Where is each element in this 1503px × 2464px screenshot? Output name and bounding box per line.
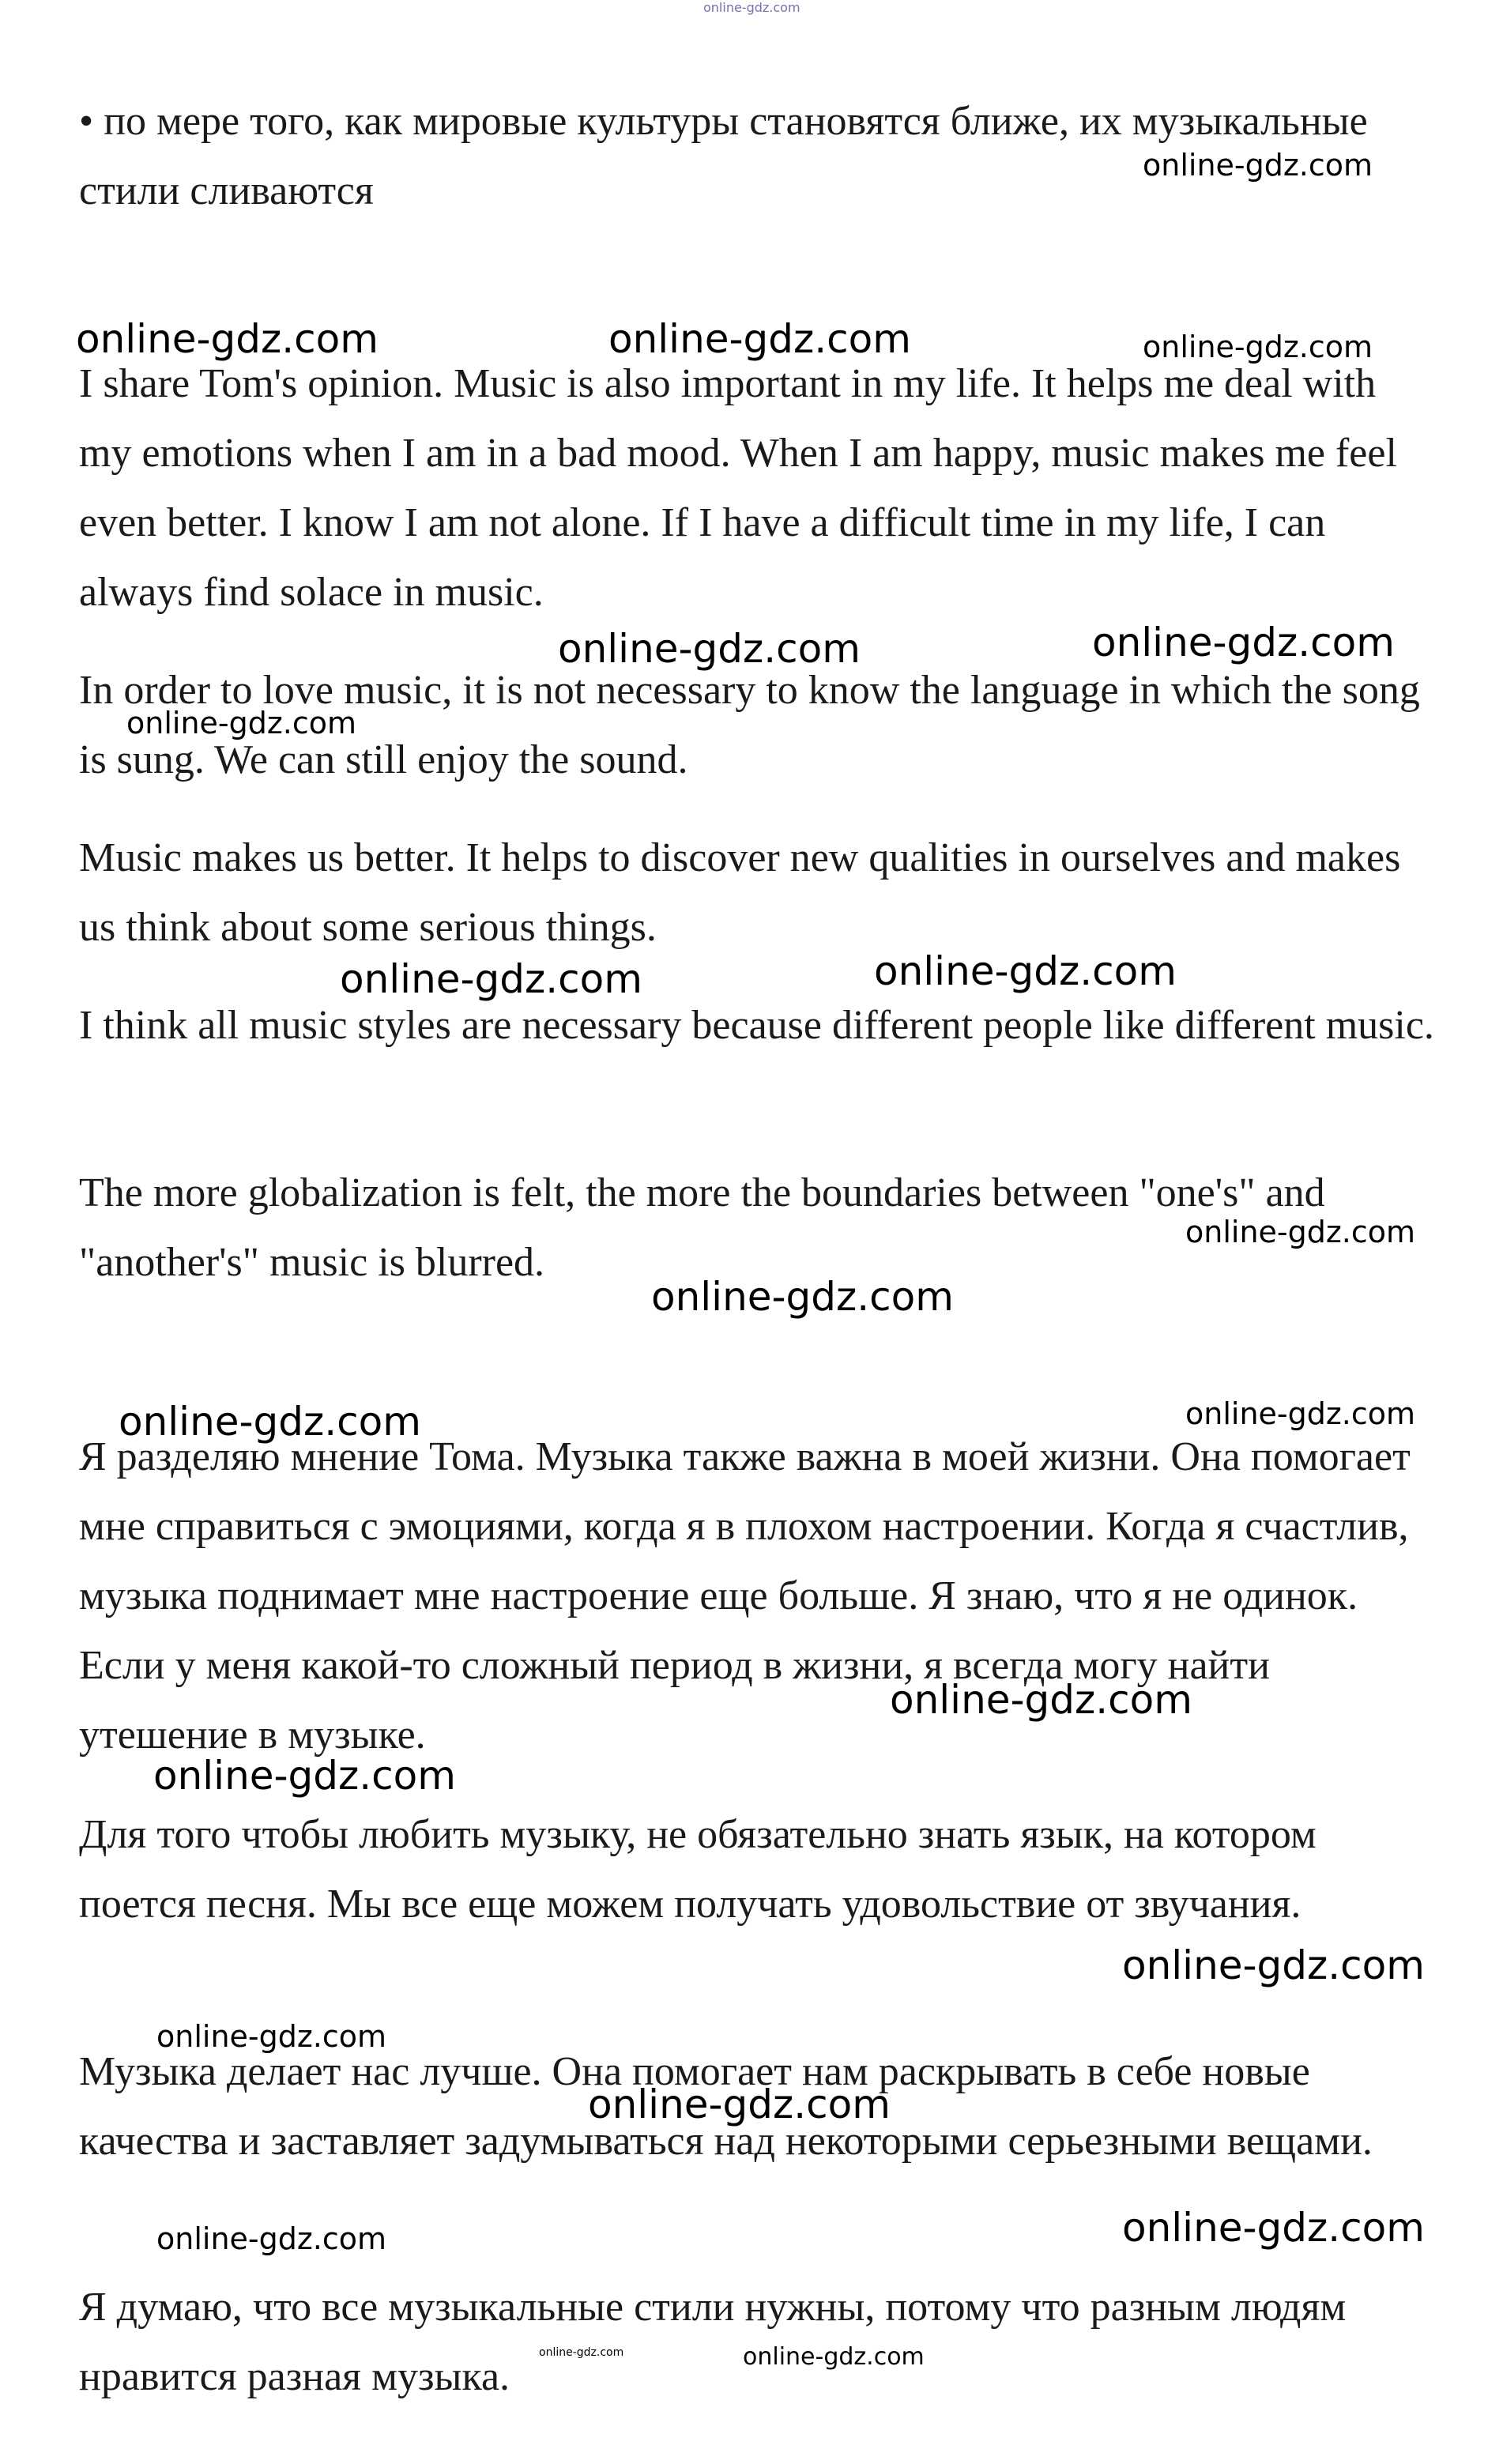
paragraph-en-2: In order to love music, it is not necessary to know the language in which the song is sung. We can still enjoy the sound. bbox=[79, 668, 1420, 782]
watermark: online-gdz.com bbox=[890, 1677, 1192, 1723]
paragraph-en-3: Music makes us better. It helps to discover new qualities in ourselves and makes us think about some serious things. bbox=[79, 835, 1401, 950]
watermark: online-gdz.com bbox=[1143, 148, 1373, 183]
watermark: online-gdz.com bbox=[588, 2082, 891, 2127]
watermark: online-gdz.com bbox=[1185, 1396, 1416, 1431]
paragraph-en-5: The more globalization is felt, the more the boundaries between "one's" and "another's" music is blurred. bbox=[79, 1170, 1325, 1285]
watermark: online-gdz.com bbox=[539, 2346, 624, 2359]
watermark: online-gdz.com bbox=[340, 956, 642, 1002]
watermark: online-gdz.com bbox=[156, 2221, 387, 2256]
watermark: online-gdz.com bbox=[874, 948, 1177, 994]
watermark: online-gdz.com bbox=[119, 1399, 421, 1445]
watermark: online-gdz.com bbox=[1143, 330, 1373, 364]
watermark: online-gdz.com bbox=[608, 316, 911, 362]
paragraph-en-4: I think all music styles are necessary because different people like different music. bbox=[79, 1003, 1434, 1048]
paragraph-ru-1: Я разделяю мнение Тома. Музыка также важна в моей жизни. Она помогает мне справиться с эмоциями, когда я в плохом настроении. Когда я счастлив, музыка поднимает мне настроение еще больше. Я знаю, что я не одинок. Если у меня какой-то сложный период в жизни, я всегда могу найти утешение в музыке. bbox=[79, 1434, 1411, 1758]
watermark: online-gdz.com bbox=[1122, 1942, 1425, 1988]
watermark: online-gdz.com bbox=[153, 1753, 456, 1799]
paragraph-ru-3: Музыка делает нас лучше. Она помогает нам раскрывать в себе новые качества и заставляет задумываться над некоторыми серьезными вещами. bbox=[79, 2049, 1373, 2164]
paragraph-en-1: I share Tom's opinion. Music is also important in my life. It helps me deal with my emotions when I am in a bad mood. When I am happy, music makes me feel even better. I know I am not alone. If I have a difficult time in my life, I can always find solace in music. bbox=[79, 361, 1397, 615]
paragraph-ru-bullet: • по мере того, как мировые культуры становятся ближе, их музыкальные стили сливаются bbox=[79, 99, 1368, 213]
watermark: online-gdz.com bbox=[76, 316, 379, 362]
watermark: online-gdz.com bbox=[1185, 1215, 1416, 1249]
watermark: online-gdz.com bbox=[558, 626, 861, 672]
watermark: online-gdz.com bbox=[156, 2019, 387, 2054]
paragraph-ru-2: Для того чтобы любить музыку, не обязательно знать язык, на котором поется песня. Мы все еще можем получать удовольствие от звучания. bbox=[79, 1812, 1317, 1927]
watermark: online-gdz.com bbox=[1122, 2205, 1425, 2251]
watermark: online-gdz.com bbox=[1092, 620, 1395, 665]
watermark: online-gdz.com bbox=[651, 1274, 954, 1320]
paragraph-ru-4: Я думаю, что все музыкальные стили нужны, потому что разным людям нравится разная музыка. bbox=[79, 2285, 1347, 2399]
watermark: online-gdz.com bbox=[126, 706, 357, 740]
watermark-top: online-gdz.com bbox=[703, 0, 800, 15]
watermark: online-gdz.com bbox=[743, 2343, 925, 2371]
